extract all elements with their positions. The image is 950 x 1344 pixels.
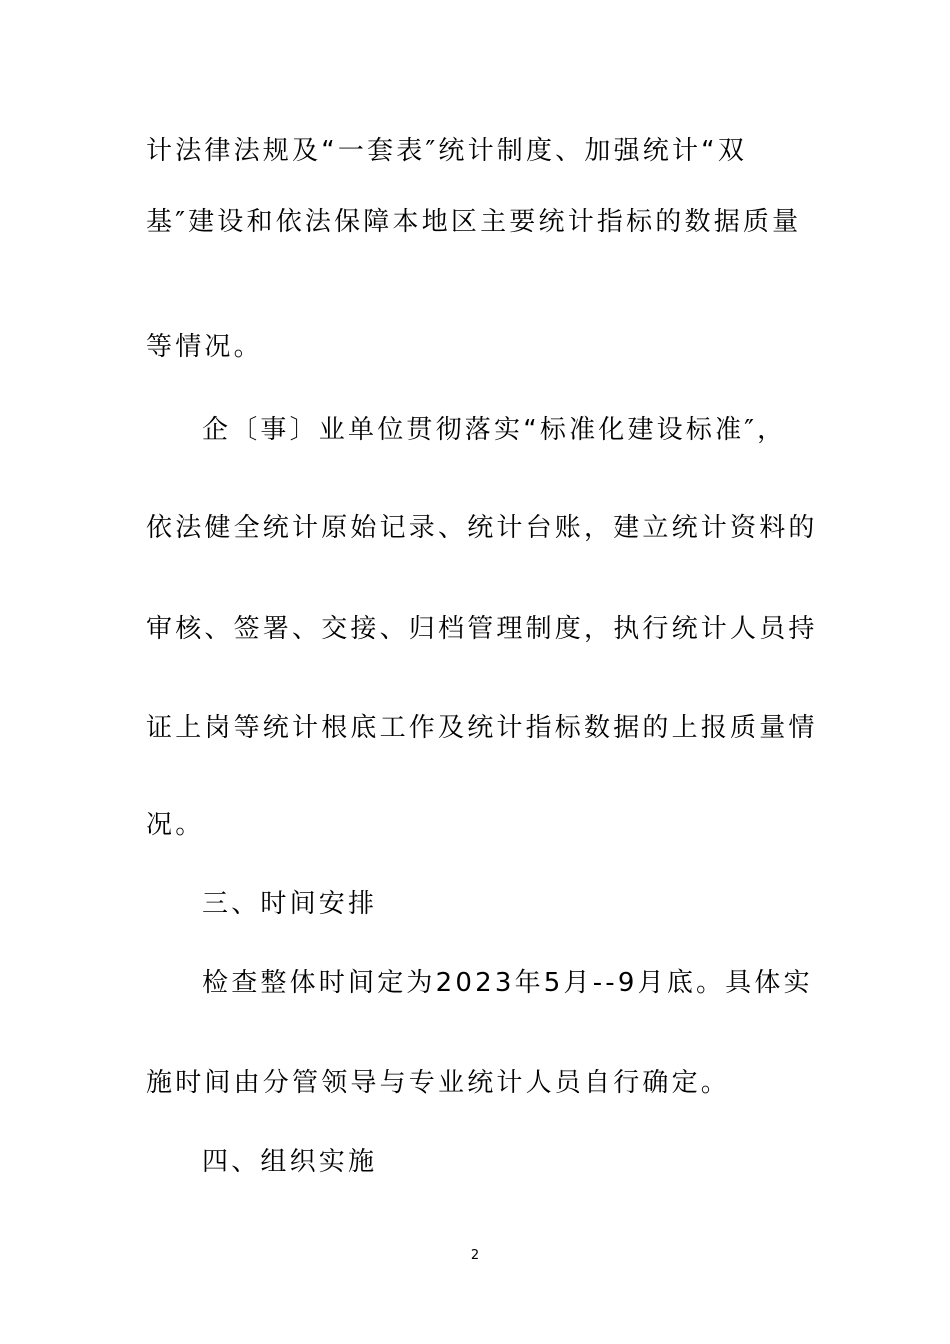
body-text-line: 企〔事〕业单位贯彻落实“标准化建设标准″， (202, 415, 787, 445)
body-text-line: 依法健全统计原始记录、统计台账，建立统计资料的 (146, 513, 818, 543)
body-text-line: 证上岗等统计根底工作及统计指标数据的上报质量情 (146, 713, 818, 743)
body-text-line: 施时间由分管领导与专业统计人员自行确定。 (146, 1068, 731, 1098)
page-number: 2 (470, 1248, 480, 1263)
section-heading: 四、组织实施 (202, 1147, 378, 1177)
body-text-line: 计法律法规及“一套表″统计制度、加强统计“双 (146, 136, 748, 166)
body-text-line: 等情况。 (146, 332, 263, 362)
body-text-line: 况。 (146, 810, 205, 840)
body-text-line: 审核、签署、交接、归档管理制度，执行统计人员持 (146, 614, 818, 644)
body-text-line: 检查整体时间定为2023年5月--9月底。具体实 (202, 968, 813, 998)
section-heading: 三、时间安排 (202, 889, 378, 919)
body-text-line: 基″建设和依法保障本地区主要统计指标的数据质量 (146, 207, 802, 237)
